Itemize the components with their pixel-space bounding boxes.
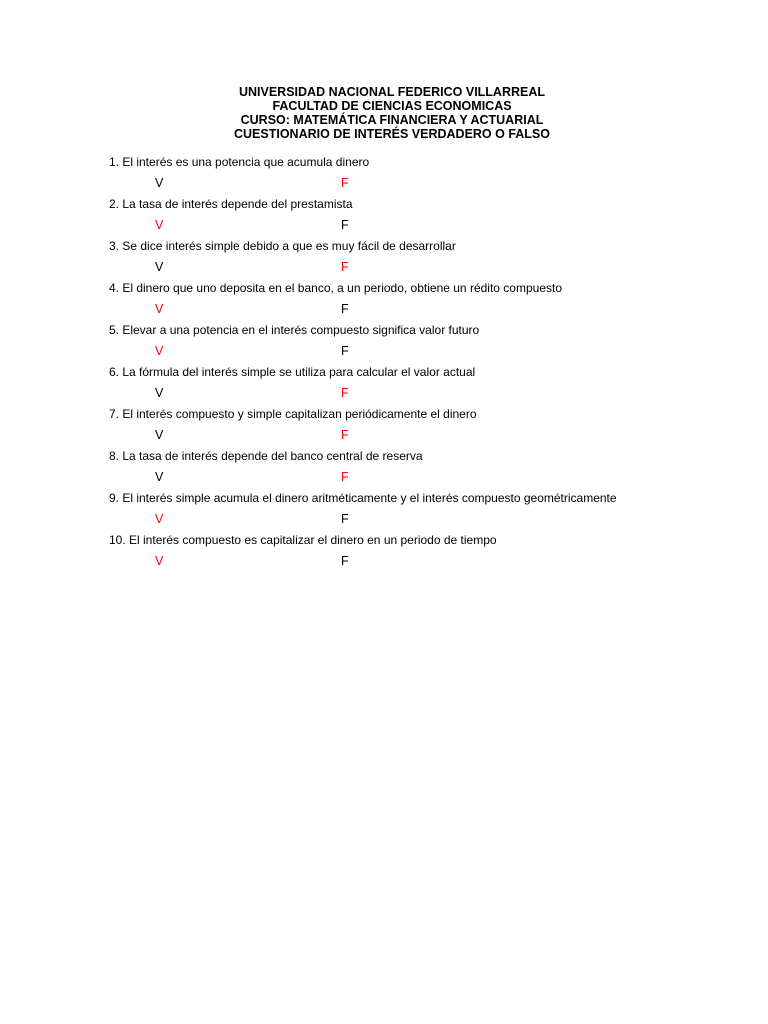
option-true: V [155, 554, 164, 568]
option-false: F [341, 344, 349, 358]
option-false: F [341, 218, 349, 232]
option-true: V [155, 302, 164, 316]
option-false: F [341, 386, 349, 400]
option-true: V [155, 218, 164, 232]
option-false: F [341, 512, 349, 526]
faculty-title: FACULTAD DE CIENCIAS ECONOMICAS [272, 99, 512, 113]
university-title: UNIVERSIDAD NACIONAL FEDERICO VILLARREAL [238, 85, 546, 99]
question-text: 3. Se dice interés simple debido a que es muy fácil de desarrollar [109, 239, 456, 253]
quiz-title: CUESTIONARIO DE INTERÉS VERDADERO O FALSO [233, 127, 550, 141]
option-true: V [155, 428, 164, 442]
question-text: 9. El interés simple acumula el dinero aritméticamente y el interés compuesto geométricamente [109, 491, 617, 505]
option-false: F [341, 428, 349, 442]
option-false: F [341, 260, 349, 274]
question-text: 8. La tasa de interés depende del banco central de reserva [109, 449, 423, 463]
question-item [109, 239, 729, 281]
question-text: 1. El interés es una potencia que acumula dinero [109, 155, 370, 169]
question-item [109, 533, 729, 575]
option-false: F [341, 176, 349, 190]
question-item [109, 449, 729, 491]
question-item [109, 323, 729, 365]
option-true: V [155, 176, 164, 190]
option-true: V [155, 344, 164, 358]
question-item [109, 365, 729, 407]
option-false: F [341, 554, 349, 568]
option-false: F [341, 302, 349, 316]
question-list [109, 155, 729, 575]
option-true: V [155, 470, 164, 484]
option-true: V [155, 260, 164, 274]
question-text: 5. Elevar a una potencia en el interés compuesto significa valor futuro [109, 323, 480, 337]
course-title: CURSO: MATEMÁTICA FINANCIERA Y ACTUARIAL [240, 113, 544, 127]
question-text: 6. La fórmula del interés simple se utiliza para calcular el valor actual [109, 365, 476, 379]
question-item [109, 281, 729, 323]
question-text: 10. El interés compuesto es capitalizar el dinero en un periodo de tiempo [109, 533, 497, 547]
question-text: 2. La tasa de interés depende del prestamista [109, 197, 353, 211]
question-item [109, 155, 729, 197]
option-true: V [155, 386, 164, 400]
option-true: V [155, 512, 164, 526]
question-text: 4. El dinero que uno deposita en el banco, a un periodo, obtiene un rédito compuesto [109, 281, 562, 295]
question-item [109, 197, 729, 239]
question-item [109, 491, 729, 533]
document-header [0, 85, 768, 141]
option-false: F [341, 470, 349, 484]
question-item [109, 407, 729, 449]
question-text: 7. El interés compuesto y simple capitalizan periódicamente el dinero [109, 407, 477, 421]
